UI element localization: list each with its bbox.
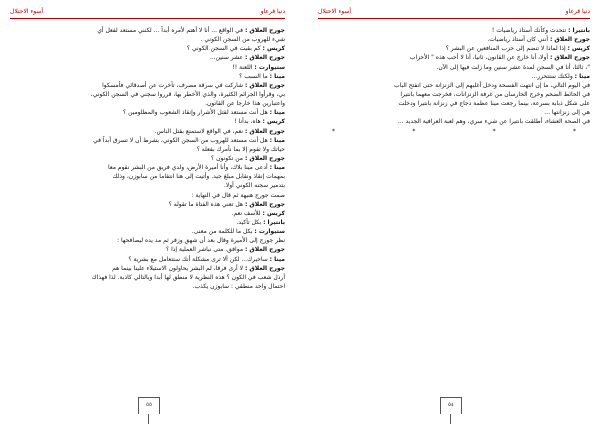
text-line [10, 264, 285, 273]
text-line [10, 136, 285, 145]
speaker-name: جورج العلاق : [244, 27, 285, 34]
speaker-name: كريس : [567, 45, 590, 53]
text-line [10, 53, 285, 62]
page-text [10, 26, 285, 291]
text-line [318, 53, 590, 62]
line-text: على شكل ذبابة بسرعة، بينما رجعت مينا عظمة دجاج في زنزانة بانتيرا ودخلت [398, 100, 590, 108]
line-text: موافق. متى نباشر العملية إذا ؟ [166, 246, 245, 254]
line-text: اللعنة !! [232, 63, 255, 71]
speaker-name: جورج العلاق : [549, 36, 590, 44]
line-text: "، ثالثا، أنا في السجن لمدة عشر سنين وما زلت فيها إلى الآن. [436, 63, 590, 71]
text-line [10, 255, 285, 264]
line-text: بتدمير سجنه الكوني أولا. [223, 182, 285, 190]
speaker-name: جورج العلاق : [244, 154, 285, 162]
speaker-name: ستيوارت : [254, 63, 285, 71]
line-text: هل تعني هذه الفتاة ما تقوله ؟ [168, 200, 245, 208]
line-text: في اليوم التالي، ما إن انتهت الفسحة ودخل أغلبهم إلى الزنزانة حتى انفتح الباب [394, 81, 590, 89]
page-number: ٥٥ [138, 397, 160, 414]
line-text: أولا، أنا خارج عن القانون، ثانيا، أنا لا أحب هذه " الأحزاب [409, 54, 550, 62]
text-line [10, 191, 285, 200]
line-text: شيء للهروب من السجن الكوني . [200, 36, 285, 44]
speaker-name: كريس : [262, 209, 285, 217]
line-text: هل أنت مستعد للهروب من السجن الكوني، بشرط أن لا تسرق أبداً في [93, 136, 270, 144]
line-text: شاركت في سرقة مصرف، تأخرت عن أصدقائي فأمسكوا [102, 81, 245, 89]
line-text: تتحدث وكأنك أستاذ رياضيات ! [491, 27, 569, 34]
line-text: إذا لماذا لا تنضم إلى حزب المنافعين عن البشر ؟ [445, 45, 568, 53]
line-text: للأسف نعم. [231, 209, 263, 217]
speaker-name: مينا : [269, 72, 285, 80]
speaker-name: بانتيرا : [263, 218, 285, 226]
line-text: أدعى مينا بلاك، وأنا أميرة الأرض، ولدي فريق من البشر نقوم معا [108, 164, 270, 172]
line-text: صمت جورج هنيهة ثم قال في النهاية : [191, 191, 285, 199]
line-text: نعم، في الواقع لاستمتع بقتل الناس. [154, 127, 245, 135]
text-line [10, 108, 285, 117]
scene-break-stars [318, 127, 590, 136]
text-line [10, 282, 285, 291]
text-line [10, 117, 285, 126]
line-text: ما السبب ؟ [239, 72, 270, 80]
text-line [10, 236, 285, 245]
star-mark: * [332, 127, 335, 135]
text-line [318, 99, 590, 108]
text-line [10, 63, 285, 72]
text-line [10, 81, 285, 90]
line-text: بمهمات إنقاذ ونقابل مبلغ جيد. وأتيت إلى هنا انتقاما من سابوزن، وذلك [112, 173, 285, 181]
text-line [318, 44, 590, 53]
line-text: أرذل شعب في الكون ؟ هذه النظرية لا منطق لها أبدا وبالتالي كاذبة. لذا فهذاك [91, 273, 285, 281]
line-text: في الواقع ... أنا لا أهتم لأمره أبداً ... لكنني مستعد لفعل أي [97, 27, 245, 34]
text-line [10, 90, 285, 99]
text-line [10, 273, 285, 282]
page-number-stem [450, 414, 451, 424]
text-line [10, 35, 285, 44]
left-page [10, 0, 285, 424]
speaker-name: مينا : [574, 72, 590, 80]
text-line [10, 245, 285, 254]
header-author: دنيا قرعاو [260, 8, 285, 15]
text-line [10, 181, 285, 190]
speaker-name: مينا : [269, 136, 285, 144]
text-line [10, 99, 285, 108]
line-text: بكل ما للكلمة من معنى. [191, 228, 255, 236]
line-text: حياتك ولا تقوم إلا بما نأمرك بفعله ؟ [196, 145, 285, 153]
text-line [10, 26, 285, 35]
line-text: هاه، بدأنا ! [234, 118, 263, 126]
line-text: هي إلى زنزانتها ... [544, 109, 590, 117]
line-text: ساخبرك... لكن ألا ترى مشكلة أنك ستتعامل مع بشرية ؟ [128, 255, 270, 263]
line-text: من تكونون ؟ [210, 154, 245, 162]
speaker-name: جورج العلاق : [244, 81, 285, 89]
text-line [10, 145, 285, 154]
line-text: واعتبارين هذا خارجا عن القانون. [205, 100, 285, 108]
header-author: دنيا قرعاو [565, 8, 590, 15]
text-line [10, 172, 285, 181]
line-text: بي، وقرأوا الجرائم الكثيرة، والذي الأخطر بها، قرروا سجني في السجن الكوني، [90, 90, 285, 98]
speaker-name: بانتيرا : [568, 27, 590, 34]
line-text: في الصحة العشاء، أطلقت بانتيرا عن شيء سري، وهم لعبة العرافية الجديد ... [397, 118, 590, 126]
speaker-name: مينا : [269, 164, 285, 172]
star-mark: * [572, 127, 576, 135]
text-line [318, 117, 590, 126]
speaker-name: كريس : [262, 45, 285, 53]
speaker-name: جورج العلاق : [244, 264, 285, 272]
text-line [10, 218, 285, 227]
text-line [10, 209, 285, 218]
line-text: بكل تأكيد. [236, 218, 264, 226]
line-text: ولكنك ستتحرر... [531, 72, 575, 80]
page-number-stem [148, 414, 149, 424]
speaker-name: كريس : [262, 118, 285, 126]
text-line [10, 72, 285, 81]
running-header [10, 8, 285, 19]
text-line [10, 200, 285, 209]
speaker-name: جورج العلاق : [244, 200, 285, 208]
speaker-name: جورج العلاق : [244, 127, 285, 135]
line-text: في الحائط الضخم وخرج الحارسان من غرفة الزنزانات، فخرجت معهما بانتيرا [400, 90, 590, 98]
header-title: أسوء الاحتلال [318, 8, 352, 15]
line-text: عشر سنين... [209, 54, 245, 62]
line-text: احتمال واحد منطقي : سابوزن يكذب. [192, 282, 285, 290]
line-text: نظر جورج إلى الأميرة وقال بعد أن شهق وزفر ثم مد يده ليصافحها : [117, 237, 285, 245]
speaker-name: ستيوارت : [254, 228, 285, 236]
right-page [318, 0, 590, 424]
page-number: ٥٤ [440, 397, 462, 414]
line-text: كم بقيت في السجن الكوني ؟ [186, 45, 263, 53]
text-line [318, 63, 590, 72]
text-line [318, 90, 590, 99]
text-line [318, 72, 590, 81]
text-line [318, 26, 590, 35]
text-line [318, 108, 590, 117]
star-mark: * [492, 127, 496, 135]
speaker-name: مينا : [269, 255, 285, 263]
header-title: أسوء الاحتلال [10, 8, 44, 15]
running-header [318, 8, 590, 19]
speaker-name: جورج العلاق : [549, 54, 590, 62]
text-line [10, 44, 285, 53]
text-line [318, 35, 590, 44]
speaker-name: جورج العلاق : [244, 54, 285, 62]
page-text [318, 26, 590, 136]
speaker-name: جورج العلاق : [244, 246, 285, 254]
line-text: هل أنت مستعد لقتل الأشرار وإنقاذ الشعوب والمظلومين ؟ [123, 109, 270, 117]
text-line [10, 154, 285, 163]
speaker-name: مينا : [269, 109, 285, 117]
line-text: أنني كان أستاذ رياضيات. [487, 36, 550, 44]
star-mark: * [412, 127, 416, 135]
text-line [10, 163, 285, 172]
line-text: لا أرى فرقا، لم البشر يحاولون الاستيلاء علينا بينما هم [112, 264, 245, 272]
text-line [318, 81, 590, 90]
text-line [10, 127, 285, 136]
text-line [10, 227, 285, 236]
